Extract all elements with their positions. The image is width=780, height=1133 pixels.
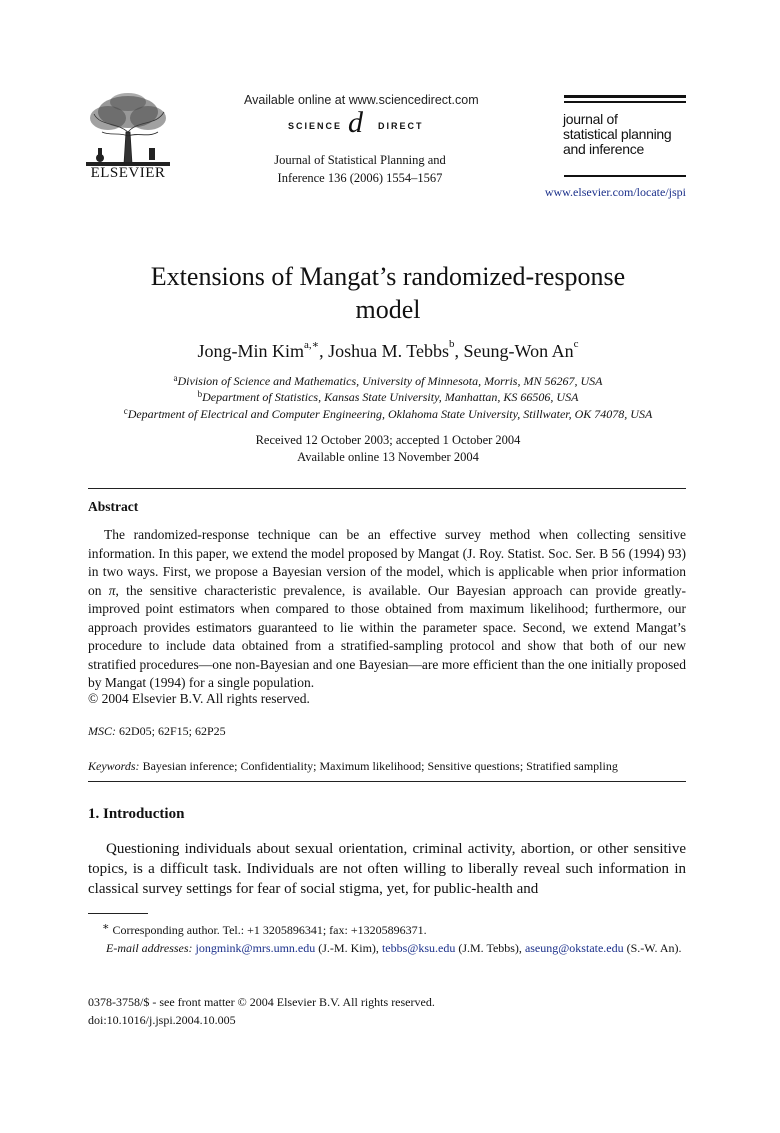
msc-label: MSC: xyxy=(88,724,116,738)
keywords-label: Keywords: xyxy=(88,759,140,773)
author-list xyxy=(90,338,686,362)
affiliation-sup: a xyxy=(173,373,178,383)
journal-ref-line2: Inference 136 (2006) 1554–1567 xyxy=(277,171,443,185)
msc-codes xyxy=(88,724,226,739)
journal-rule-bottom xyxy=(564,175,686,177)
author-name: Seung-Won An xyxy=(463,341,574,361)
msc-values: 62D05; 62F15; 62P25 xyxy=(119,724,226,738)
affiliation-c xyxy=(70,407,706,422)
keywords xyxy=(88,759,618,774)
journal-name-line1: journal of xyxy=(563,111,618,127)
affiliation-sup: b xyxy=(197,389,203,399)
sciencedirect-logo-mark: d xyxy=(348,106,363,139)
journal-name-line2: statistical planning xyxy=(563,126,672,142)
abstract-text xyxy=(88,526,686,693)
issn-line: 0378-3758/$ - see front matter © 2004 Elsevier B.V. All rights reserved. xyxy=(88,995,435,1009)
sciencedirect-logo-left: SCIENCE xyxy=(288,121,343,131)
article-dates xyxy=(90,432,686,466)
pi-symbol: π xyxy=(108,582,116,598)
email-link[interactable]: tebbs@ksu.edu xyxy=(381,941,456,955)
sciencedirect-logo-right: DIRECT xyxy=(378,121,424,131)
journal-name-line3: and inference xyxy=(563,141,644,157)
keywords-values: Bayesian inference; Confidentiality; Maximum likelihood; Sensitive questions; Stratified sampling xyxy=(142,759,618,773)
email-owner: (J.M. Tebbs), xyxy=(455,941,525,955)
footnote-mark: ∗ xyxy=(102,921,110,933)
tree-icon xyxy=(86,92,170,166)
author-sup: a,∗ xyxy=(304,339,320,351)
intro-paragraph: Questioning individuals about sexual orientation, criminal activity, abortion, or other sensitive topics, is a difficult task. Individuals are not often willing to liberally reveal such information in classical survey settings for fear of social stigma, yet, for public-health and xyxy=(88,841,686,897)
received-date: Received 12 October 2003; accepted 1 October 2004 xyxy=(255,433,521,447)
abstract-rule-top xyxy=(88,488,686,489)
email-link[interactable]: aseung@okstate.edu xyxy=(524,941,624,955)
article-title xyxy=(90,260,686,326)
author-name: Joshua M. Tebbs xyxy=(328,341,450,361)
available-online-text: Available online at www.sciencedirect.com xyxy=(244,93,479,107)
journal-rule-top-thin xyxy=(564,101,686,103)
doi-line: doi:10.1016/j.jspi.2004.10.005 xyxy=(88,1013,236,1027)
email-footnote xyxy=(88,940,686,957)
corresponding-text: Corresponding author. Tel.: +1 3205896341; fax: +13205896371. xyxy=(112,923,427,937)
publisher-name: ELSEVIER xyxy=(90,165,166,181)
email-owner: (S.-W. An). xyxy=(623,941,682,955)
title-line2: model xyxy=(355,295,421,324)
abstract-copyright: © 2004 Elsevier B.V. All rights reserved. xyxy=(88,691,310,706)
corresponding-author-footnote xyxy=(88,922,686,939)
section-heading: 1. Introduction xyxy=(88,806,185,822)
abstract-text-part1: The randomized-response technique can be an effective survey method when collecting sensitive information. In this paper, we extend the model proposed by Mangat (J. Roy. Statist. Soc. Ser. B 56 (1994) 93) in two ways. First, we propose a Bayesian version of the model, which is applicable when prior information on xyxy=(88,527,686,598)
journal-name-logo xyxy=(563,112,689,157)
journal-ref-line1: Journal of Statistical Planning and xyxy=(274,153,446,167)
journal-url-link[interactable]: www.elsevier.com/locate/jspi xyxy=(544,185,686,199)
email-owner: (J.-M. Kim), xyxy=(315,941,382,955)
affiliation-b xyxy=(70,390,706,405)
abstract-rule-bottom xyxy=(88,781,686,782)
abstract-heading: Abstract xyxy=(88,499,139,514)
email-link[interactable]: jongmink@mrs.umn.edu xyxy=(195,941,316,955)
author-sup: b xyxy=(449,338,455,350)
affiliation-sup: c xyxy=(123,406,128,416)
footnote-rule xyxy=(88,913,148,914)
affiliation-text: Division of Science and Mathematics, University of Minnesota, Morris, MN 56267, USA xyxy=(177,374,603,388)
email-label: E-mail addresses: xyxy=(106,941,193,955)
title-line1: Extensions of Mangat’s randomized-response xyxy=(150,262,626,291)
journal-rule-top xyxy=(564,95,686,98)
affiliation-text: Department of Electrical and Computer Engineering, Oklahoma State University, Stillwater, OK 74078, USA xyxy=(127,407,653,421)
journal-reference xyxy=(250,151,470,187)
author-sup: c xyxy=(573,338,579,350)
author-sep: , xyxy=(454,341,464,361)
abstract-text-part2: , the sensitive characteristic prevalence, is available. Our Bayesian approach can provide greatly-improved point estimators when compared to those obtained from maximum likelihood; furthermore, our approach provides estimators guaranteed to lie within the parameter space. Second, we extend Mangat’s procedure to include data obtained from a stratified-sampling protocol and show that both of our new stratified procedures—one non-Bayesian and one Bayesian—are more efficient than the one initially proposed by Mangat (1994) for a single population. xyxy=(88,582,686,690)
section-text xyxy=(88,839,686,899)
author-sep: , xyxy=(319,341,329,361)
affiliation-text: Department of Statistics, Kansas State University, Manhattan, KS 66506, USA xyxy=(202,390,579,404)
affiliation-a xyxy=(70,374,706,389)
author-name: Jong-Min Kim xyxy=(197,341,305,361)
available-date: Available online 13 November 2004 xyxy=(297,450,479,464)
